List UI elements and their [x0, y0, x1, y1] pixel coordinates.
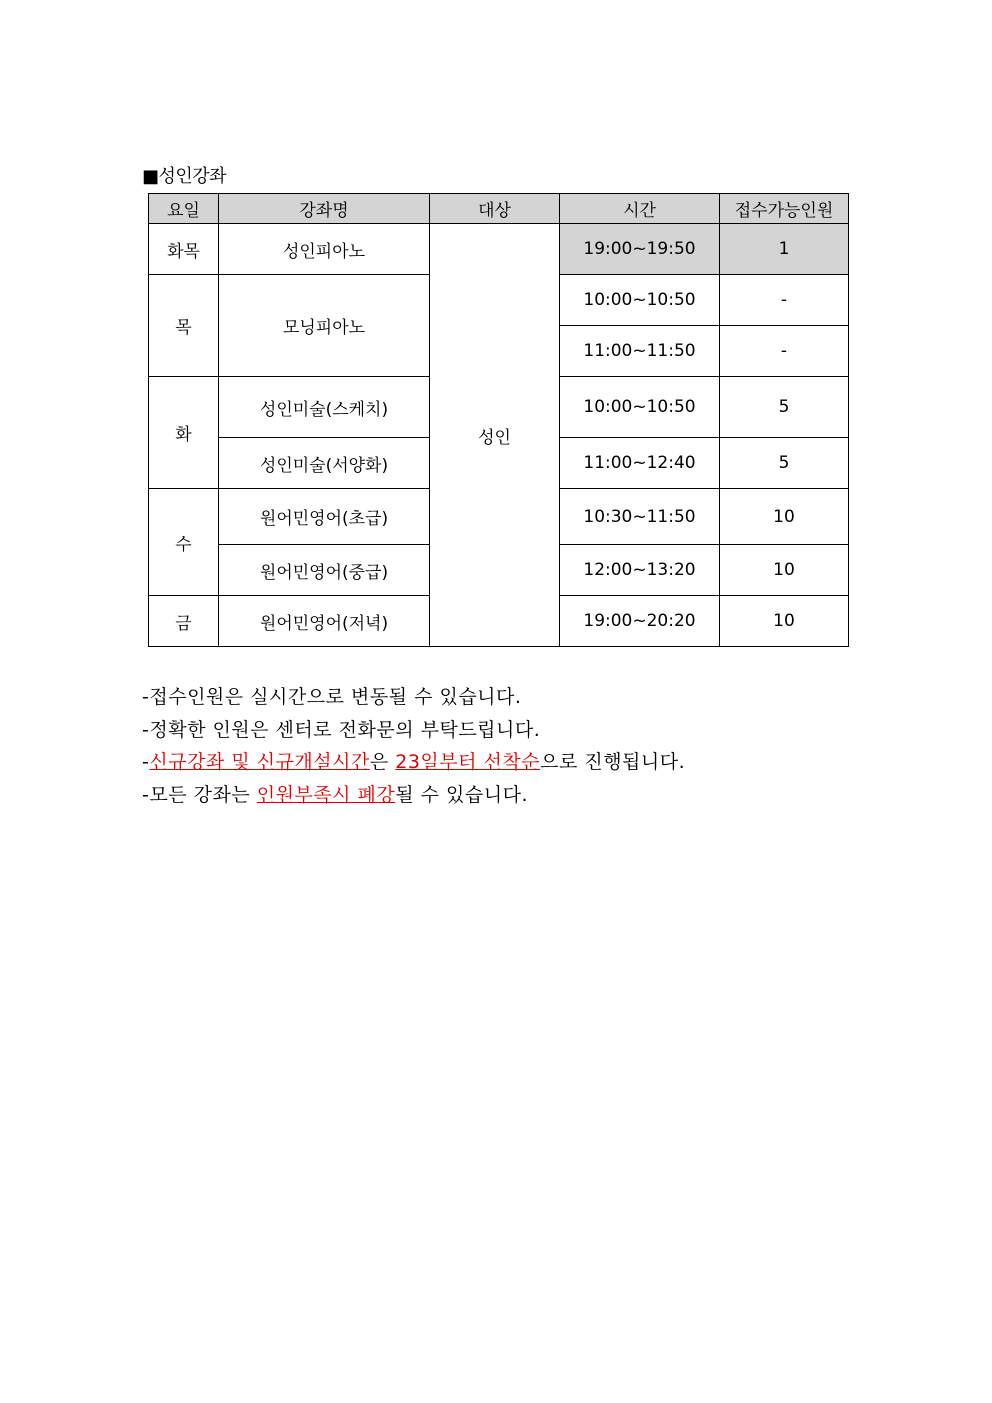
section-title: ■성인강좌 — [142, 166, 227, 187]
course-cell: 원어민영어(초급) — [219, 489, 430, 545]
table-header-row — [149, 194, 849, 224]
capacity-cell: - — [720, 275, 849, 326]
capacity-cell: 1 — [720, 224, 849, 275]
day-cell: 목 — [149, 275, 219, 377]
capacity-cell: 10 — [720, 545, 849, 596]
note-prefix: - — [142, 751, 150, 773]
header-course: 강좌명 — [219, 194, 430, 224]
emphasis-cancellation: 인원부족시 폐강 — [256, 783, 396, 806]
time-cell: 12:00~13:20 — [560, 545, 720, 596]
course-cell: 성인미술(스케치) — [219, 377, 430, 438]
header-capacity: 접수가능인원 — [720, 194, 849, 224]
course-cell: 원어민영어(중급) — [219, 545, 430, 596]
time-cell: 10:30~11:50 — [560, 489, 720, 545]
time-cell: 11:00~12:40 — [560, 438, 720, 489]
course-cell: 성인피아노 — [219, 224, 430, 275]
note-line: -정확한 인원은 센터로 전화문의 부탁드립니다. — [142, 718, 541, 741]
note-text: 으로 진행됩니다. — [540, 751, 686, 773]
target-cell: 성인 — [430, 224, 560, 647]
capacity-cell: 10 — [720, 596, 849, 647]
note-text: 될 수 있습니다. — [395, 783, 528, 806]
capacity-cell: - — [720, 326, 849, 377]
header-time: 시간 — [560, 194, 720, 224]
capacity-cell: 5 — [720, 377, 849, 438]
day-cell: 수 — [149, 489, 219, 596]
day-cell: 화목 — [149, 224, 219, 275]
emphasis-new-courses: 신규강좌 및 신규개설시간 — [149, 751, 370, 773]
note-text: 은 — [369, 751, 396, 773]
time-cell: 10:00~10:50 — [560, 377, 720, 438]
note-line: -접수인원은 실시간으로 변동될 수 있습니다. — [142, 686, 522, 708]
course-cell: 원어민영어(저녁) — [219, 596, 430, 647]
time-cell: 11:00~11:50 — [560, 326, 720, 377]
notes-section — [142, 681, 685, 811]
schedule-table — [148, 193, 849, 647]
note-line — [142, 779, 685, 812]
course-cell: 모닝피아노 — [219, 275, 430, 377]
capacity-cell: 10 — [720, 489, 849, 545]
course-cell: 성인미술(서양화) — [219, 438, 430, 489]
capacity-cell: 5 — [720, 438, 849, 489]
emphasis-first-come: 23일부터 선착순 — [395, 751, 541, 773]
note-prefix: -모든 강좌는 — [142, 783, 257, 806]
day-cell: 금 — [149, 596, 219, 647]
header-target: 대상 — [430, 194, 560, 224]
time-cell: 19:00~20:20 — [560, 596, 720, 647]
note-line — [142, 746, 685, 779]
table-row — [149, 224, 849, 275]
header-day: 요일 — [149, 194, 219, 224]
time-cell: 19:00~19:50 — [560, 224, 720, 275]
day-cell: 화 — [149, 377, 219, 489]
time-cell: 10:00~10:50 — [560, 275, 720, 326]
